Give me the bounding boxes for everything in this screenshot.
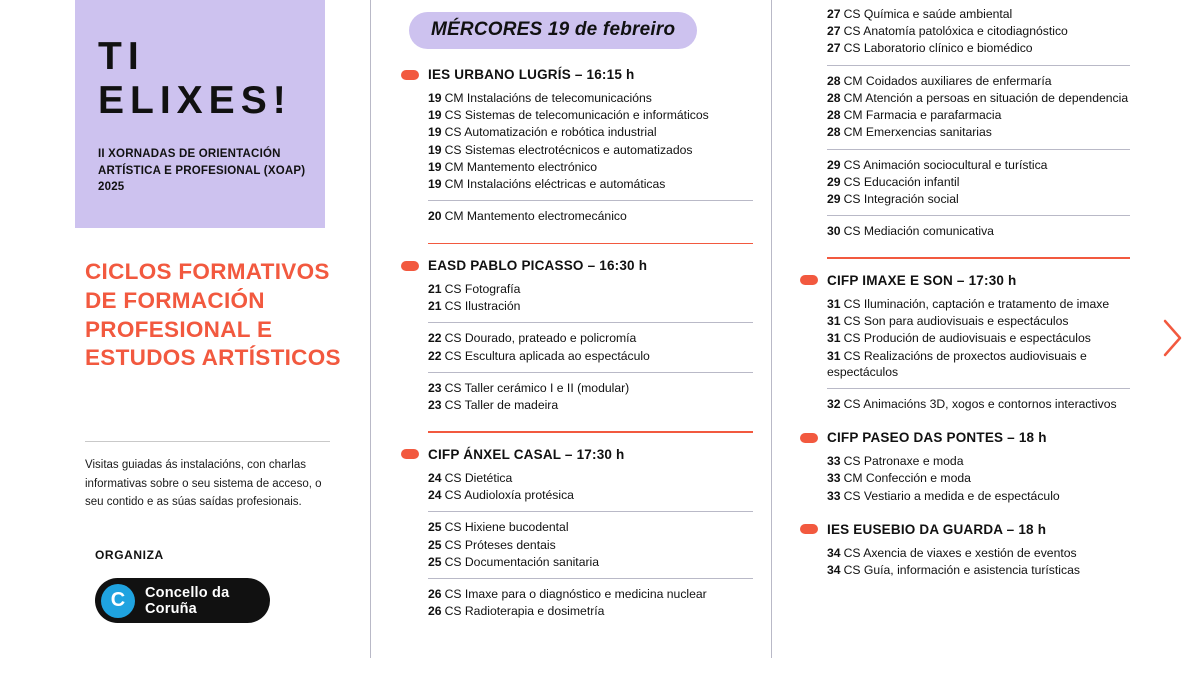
course-item: [428, 90, 753, 106]
course-item: [428, 159, 753, 175]
course-group: [827, 296, 1130, 389]
course-text: CS Dietética: [444, 470, 513, 485]
course-group: [428, 586, 753, 627]
poster-title-line2: ELIXES!: [98, 79, 292, 123]
course-item: [827, 40, 1130, 56]
course-item: [428, 519, 753, 535]
course-number: 19: [428, 142, 442, 157]
course-item: [827, 348, 1130, 380]
bullet-icon: [401, 261, 419, 271]
course-item: [827, 73, 1130, 89]
course-group: [428, 281, 753, 323]
course-number: 28: [827, 90, 841, 105]
course-text: CM Confección e moda: [843, 471, 971, 486]
venue-name: EASD PABLO PICASSO – 16:30 h: [428, 258, 648, 274]
course-item: [827, 174, 1130, 190]
course-number: 33: [827, 471, 841, 486]
course-text: CS Produción de audiovisuais e espectáculos: [843, 331, 1091, 346]
course-number: 29: [827, 174, 841, 189]
course-text: CS Anatomía patolóxica e citodiagnóstico: [843, 24, 1068, 39]
course-number: 19: [428, 108, 442, 123]
course-item: [827, 453, 1130, 469]
course-item: [827, 6, 1130, 22]
course-text: CM Mantemento electrónico: [444, 159, 597, 174]
course-item: [827, 124, 1130, 140]
day-badge: MÉRCORES 19 de febreiro: [409, 12, 697, 49]
course-number: 27: [827, 7, 841, 21]
course-number: 21: [428, 282, 442, 297]
course-text: CS Fotografía: [444, 282, 521, 297]
course-group: [428, 470, 753, 512]
course-item: [428, 124, 753, 140]
next-arrow-icon[interactable]: [1162, 318, 1184, 358]
course-item: [827, 296, 1130, 312]
course-number: 21: [428, 299, 442, 314]
course-item: [827, 470, 1130, 486]
course-group: [827, 545, 1130, 586]
course-item: [428, 142, 753, 158]
course-group: [428, 90, 753, 201]
course-number: 25: [428, 554, 442, 569]
course-number: 25: [428, 537, 442, 552]
course-item: [428, 107, 753, 123]
course-number: 19: [428, 159, 442, 174]
course-number: 23: [428, 398, 442, 413]
course-text: CM Farmacia e parafarmacia: [843, 108, 1002, 123]
course-item: [428, 330, 753, 346]
course-group: [827, 453, 1130, 512]
poster-description: Visitas guiadas ás instalacións, con charlas informativas sobre o seu sistema de acceso, o seu contido e as súas saídas profesionais.: [85, 459, 322, 509]
course-text: CS Mediación comunicativa: [843, 224, 994, 239]
course-text: CS Ilustración: [444, 299, 521, 314]
course-number: 31: [827, 331, 841, 346]
course-item: [428, 487, 753, 503]
course-number: 24: [428, 470, 442, 485]
course-item: [428, 554, 753, 570]
course-text: CS Animación sociocultural e turística: [843, 157, 1048, 172]
poster-title-line1: TI: [98, 35, 145, 78]
venue-name: IES EUSEBIO DA GUARDA – 18 h: [827, 521, 1047, 537]
course-text: CM Atención a persoas en situación de dependencia: [843, 90, 1129, 105]
course-item: [827, 107, 1130, 123]
course-number: 33: [827, 454, 841, 469]
course-text: CS Sistemas electrotécnicos e automatizados: [444, 142, 693, 157]
course-text: CS Dourado, prateado e policromía: [444, 331, 637, 346]
course-group: [827, 396, 1130, 420]
course-number: 28: [827, 125, 841, 140]
course-number: 31: [827, 314, 841, 329]
course-text: CS Audioloxía protésica: [444, 488, 574, 503]
course-number: 19: [428, 177, 442, 192]
bullet-icon: [800, 433, 818, 443]
venue-separator: [428, 243, 753, 245]
course-item: [428, 380, 753, 396]
course-text: CM Instalacións eléctricas e automáticas: [444, 177, 666, 192]
course-text: CS Escultura aplicada ao espectáculo: [444, 348, 650, 363]
course-group: [827, 73, 1130, 150]
course-group: [428, 330, 753, 372]
course-item: [827, 330, 1130, 346]
course-number: 32: [827, 397, 841, 411]
venue-header: [800, 430, 1130, 445]
venue-header: [401, 67, 753, 82]
course-item: [428, 397, 753, 413]
venue-name: IES URBANO LUGRÍS – 16:15 h: [428, 67, 635, 82]
course-text: CS Taller cerámico I e II (modular): [444, 380, 630, 395]
left-panel: [0, 0, 370, 675]
venue-header: [800, 273, 1130, 288]
course-number: 19: [428, 125, 442, 140]
course-text: CS Taller de madeira: [444, 398, 559, 413]
course-item: [428, 176, 753, 192]
course-item: [428, 603, 753, 619]
course-text: CS Guía, información e asistencia turísticas: [843, 563, 1080, 578]
course-group: [827, 6, 1130, 66]
course-number: 29: [827, 157, 841, 172]
poster-headline: CICLOS FORMATIVOS DE FORMACIÓN PROFESIONAL E ESTUDOS ARTÍSTICOS: [85, 259, 341, 371]
venue-name: CIFP IMAXE E SON – 17:30 h: [827, 272, 1017, 288]
course-number: 34: [827, 563, 841, 578]
course-item: [827, 191, 1130, 207]
venue-name: CIFP ÁNXEL CASAL – 17:30 h: [428, 446, 625, 462]
organiza-label: ORGANIZA: [95, 548, 164, 562]
course-number: 30: [827, 224, 841, 239]
bullet-icon: [800, 275, 818, 285]
course-number: 24: [428, 488, 442, 503]
course-number: 27: [827, 41, 841, 56]
course-item: [827, 396, 1130, 412]
course-number: 26: [428, 604, 442, 619]
venue-block: [401, 67, 753, 244]
venue-separator: [827, 257, 1130, 259]
venue-block: [800, 522, 1130, 586]
course-item: [827, 562, 1130, 578]
course-text: CS Laboratorio clínico e biomédico: [843, 41, 1033, 56]
bullet-icon: [800, 524, 818, 534]
course-text: CS Radioterapia e dosimetría: [444, 604, 605, 619]
course-text: CM Mantemento electromecánico: [444, 209, 627, 224]
poster-title: [98, 36, 292, 122]
venue-block: [401, 447, 753, 628]
course-item: [827, 488, 1130, 504]
course-item: [428, 470, 753, 486]
course-group: [827, 223, 1130, 247]
course-text: CS Patronaxe e moda: [843, 454, 964, 469]
venue-header: [800, 522, 1130, 537]
course-number: 31: [827, 348, 841, 363]
tilde-icon: ~: [113, 571, 123, 589]
course-item: [827, 223, 1130, 239]
course-number: 28: [827, 108, 841, 123]
concello-logo: [95, 571, 270, 623]
course-number: 28: [827, 73, 841, 88]
course-item: [428, 348, 753, 364]
venue-block: [800, 273, 1130, 420]
venue-name: CIFP PASEO DAS PONTES – 18 h: [827, 430, 1047, 446]
left-divider: [85, 441, 330, 442]
course-item: [827, 90, 1130, 106]
course-text: CS Imaxe para o diagnóstico e medicina nuclear: [444, 586, 707, 601]
course-number: 26: [428, 586, 442, 601]
course-item: [428, 586, 753, 602]
course-group: [428, 208, 753, 232]
course-text: CS Son para audiovisuais e espectáculos: [843, 314, 1069, 329]
course-number: 22: [428, 348, 442, 363]
concello-logo-mark: [101, 571, 135, 618]
course-group: [827, 157, 1130, 217]
course-item: [428, 208, 753, 224]
course-number: 27: [827, 24, 841, 39]
course-text: CM Emerxencias sanitarias: [843, 125, 992, 140]
venue-header: [401, 258, 753, 273]
course-number: 19: [428, 91, 442, 105]
course-item: [428, 537, 753, 553]
course-number: 29: [827, 191, 841, 206]
poster-subtitle: II XORNADAS DE ORIENTACIÓN ARTÍSTICA E PROFESIONAL (XOAP) 2025: [98, 148, 306, 194]
course-text: CS Animacións 3D, xogos e contornos interactivos: [843, 397, 1117, 411]
venue-separator: [428, 431, 753, 433]
course-text: CS Integración social: [843, 191, 959, 206]
course-text: CS Realizacións de proxectos audiovisuais e espectáculos: [827, 348, 1087, 379]
course-number: 34: [827, 545, 841, 560]
course-number: 31: [827, 296, 841, 311]
course-text: CS Química e saúde ambiental: [843, 7, 1013, 21]
middle-column: [371, 0, 771, 675]
course-number: 25: [428, 520, 442, 535]
course-number: 23: [428, 380, 442, 395]
course-text: CS Iluminación, captación e tratamento de imaxe: [843, 296, 1110, 311]
course-text: CS Próteses dentais: [444, 537, 556, 552]
course-item: [428, 298, 753, 314]
continued-courses-block: [800, 6, 1130, 259]
course-text: CS Hixiene bucodental: [444, 520, 569, 535]
venue-header: [401, 447, 753, 462]
course-group: [428, 380, 753, 421]
venue-block: [401, 258, 753, 433]
course-text: CS Documentación sanitaria: [444, 554, 600, 569]
venue-block: [800, 430, 1130, 512]
course-number: 20: [428, 209, 442, 224]
course-text: CS Automatización e robótica industrial: [444, 125, 657, 140]
bullet-icon: [401, 70, 419, 80]
course-item: [827, 545, 1130, 561]
course-text: CM Coidados auxiliares de enfermaría: [843, 73, 1052, 88]
course-number: 33: [827, 488, 841, 503]
course-text: CS Axencia de viaxes e xestión de eventos: [843, 545, 1077, 560]
course-group: [428, 519, 753, 579]
course-item: [827, 157, 1130, 173]
course-item: [428, 281, 753, 297]
course-text: CS Educación infantil: [843, 174, 960, 189]
right-column: [772, 0, 1152, 675]
course-text: CS Vestiario a medida e de espectáculo: [843, 488, 1060, 503]
course-item: [827, 23, 1130, 39]
course-text: CM Instalacións de telecomunicacións: [444, 91, 652, 105]
concello-logo-text: Concello da Coruña: [145, 584, 230, 617]
course-number: 22: [428, 331, 442, 346]
concello-logo-letter: C: [110, 589, 126, 611]
course-text: CS Sistemas de telecomunicación e informáticos: [444, 108, 709, 123]
bullet-icon: [401, 449, 419, 459]
course-item: [827, 313, 1130, 329]
